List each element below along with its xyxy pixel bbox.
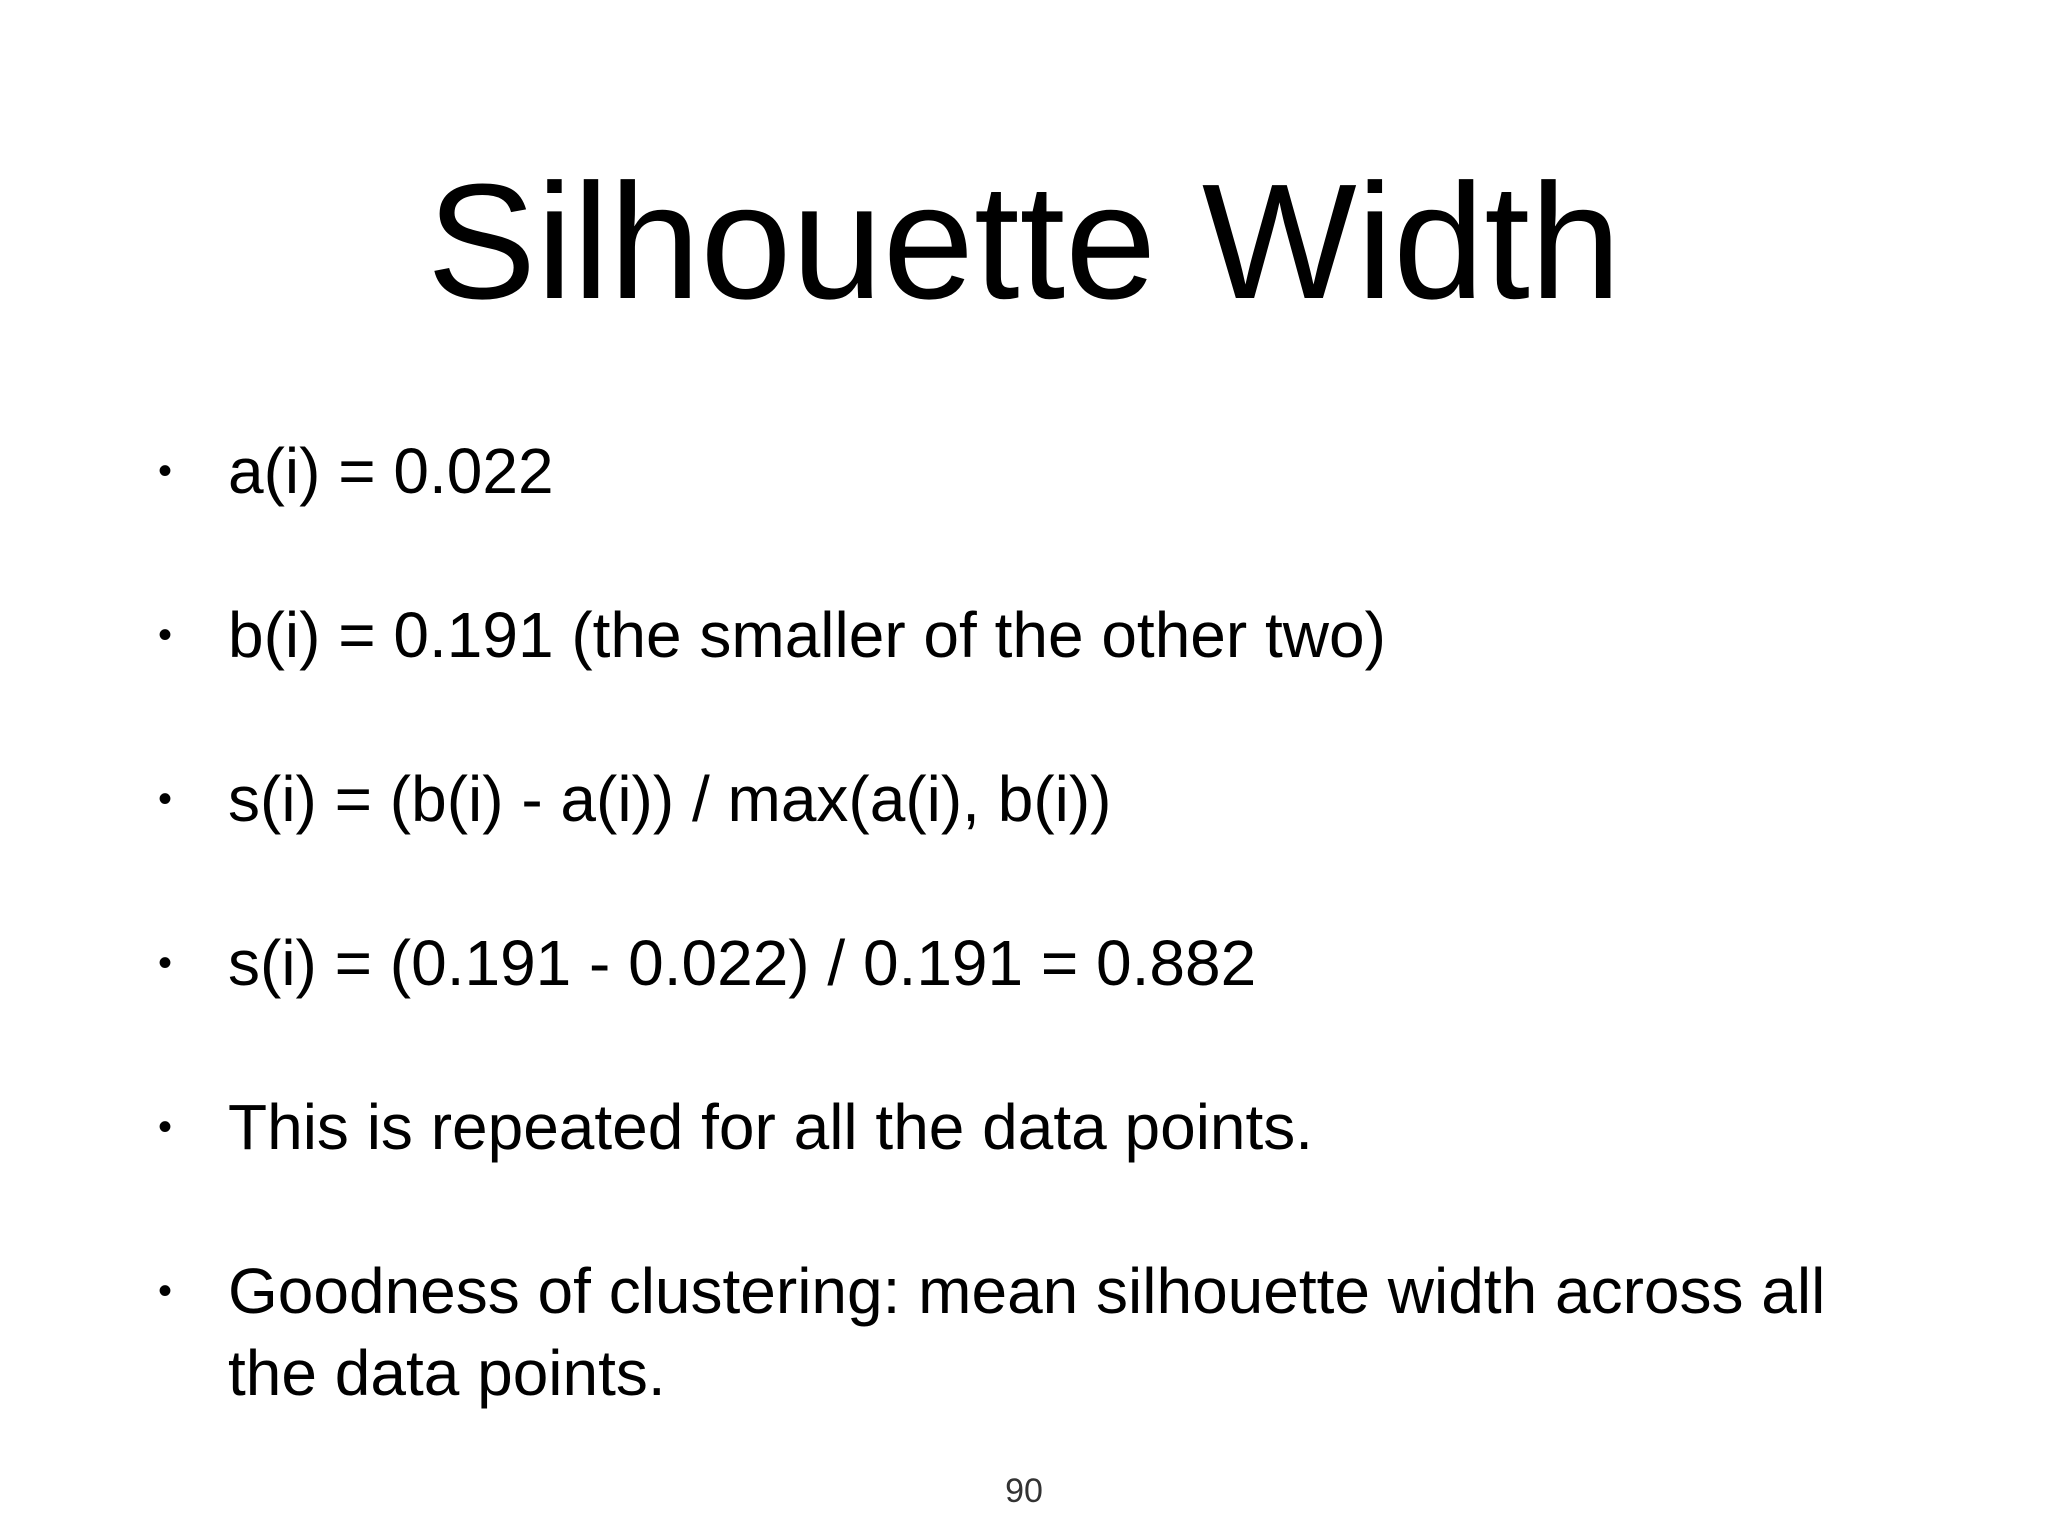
bullet-icon: • — [157, 613, 172, 657]
bullet-text: s(i) = (b(i) - a(i)) / max(a(i), b(i)) — [228, 763, 1112, 835]
bullet-item — [150, 1250, 1910, 1414]
bullet-icon: • — [157, 1269, 172, 1313]
bullet-item — [150, 922, 1910, 1004]
bullet-item — [150, 1086, 1910, 1168]
bullet-text: a(i) = 0.022 — [228, 435, 554, 507]
bullet-text: b(i) = 0.191 (the smaller of the other two) — [228, 599, 1386, 671]
bullet-icon: • — [157, 777, 172, 821]
bullet-icon: • — [157, 1105, 172, 1149]
page-number: 90 — [1005, 1472, 1043, 1510]
bullet-item — [150, 594, 1910, 676]
bullet-text: s(i) = (0.191 - 0.022) / 0.191 = 0.882 — [228, 927, 1257, 999]
bullet-item — [150, 758, 1910, 840]
bullet-item — [150, 430, 1910, 512]
bullet-text: This is repeated for all the data points. — [228, 1091, 1314, 1163]
bullet-list — [150, 430, 1910, 1496]
bullet-icon: • — [157, 449, 172, 493]
slide-title: Silhouette Width — [426, 150, 1622, 333]
bullet-icon: • — [157, 941, 172, 985]
bullet-text: Goodness of clustering: mean silhouette width across all the data points. — [228, 1255, 1826, 1409]
